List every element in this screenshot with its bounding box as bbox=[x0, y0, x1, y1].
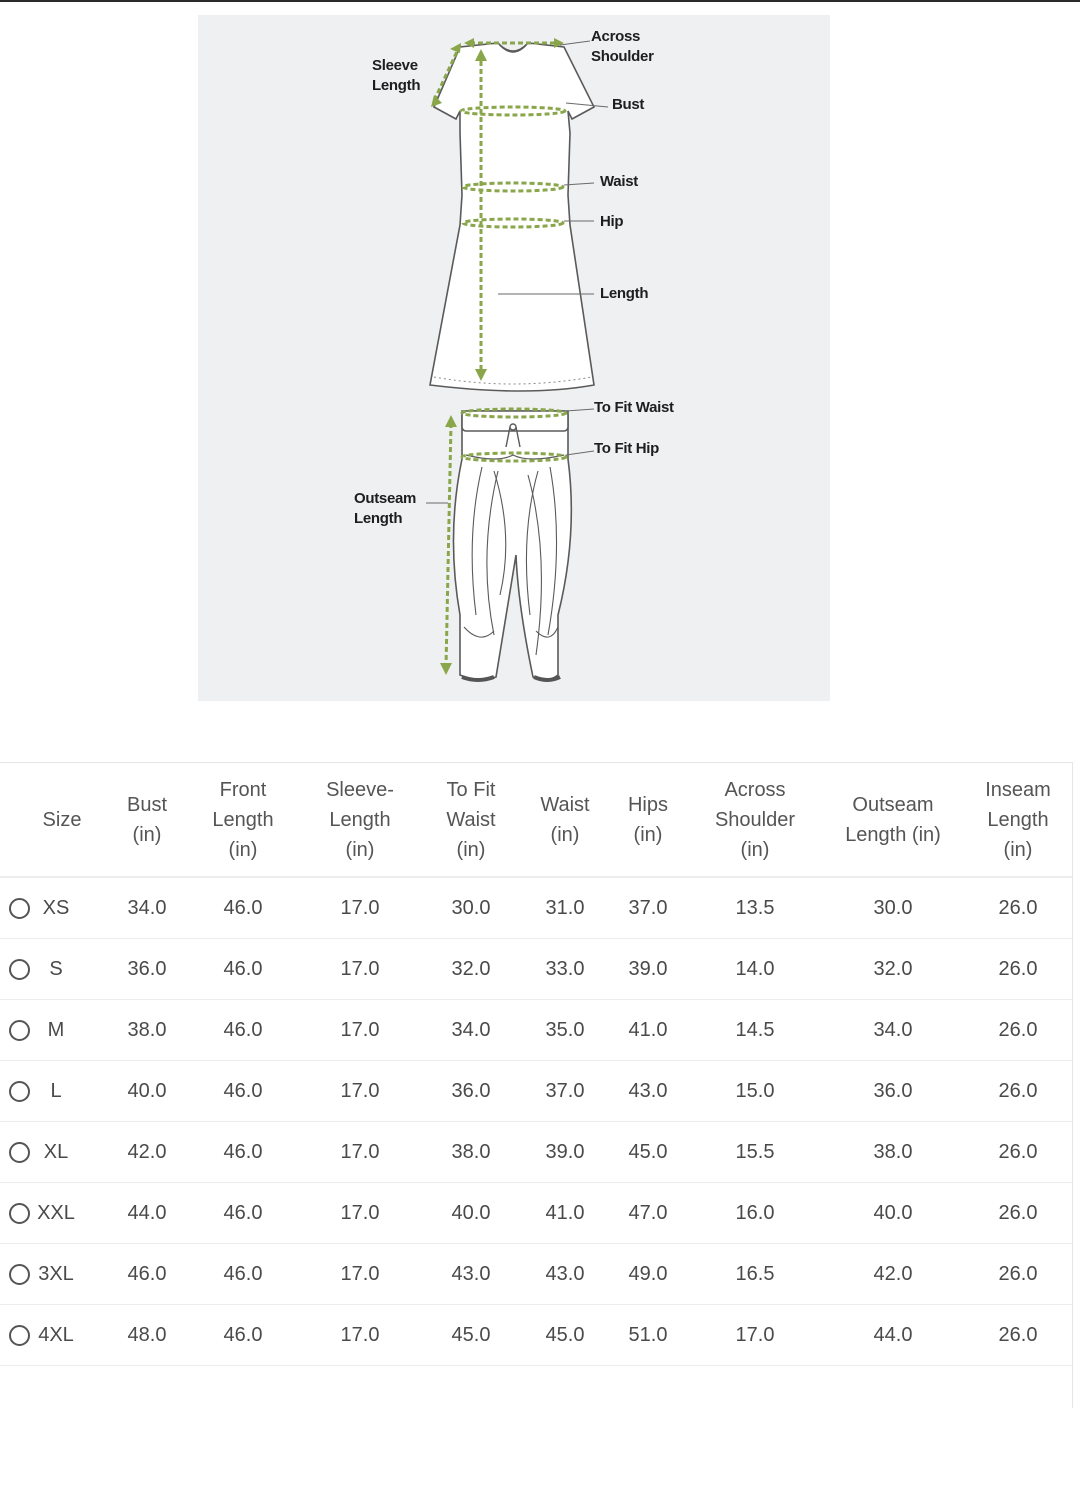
size-label: 3XL bbox=[38, 1262, 74, 1285]
measurement-cell: 34.0 bbox=[822, 1000, 964, 1061]
measurement-cell: 39.0 bbox=[608, 939, 688, 1000]
measurement-cell: 26.0 bbox=[964, 877, 1072, 939]
measurement-cell: 34.0 bbox=[108, 877, 186, 939]
table-row[interactable] bbox=[0, 1122, 1072, 1183]
size-label: XS bbox=[42, 896, 70, 919]
size-radio-button[interactable] bbox=[9, 1264, 30, 1285]
column-header bbox=[822, 763, 964, 877]
measurement-cell: 26.0 bbox=[964, 1244, 1072, 1305]
size-label: M bbox=[47, 1018, 65, 1041]
label-hip: Hip bbox=[600, 213, 624, 230]
size-cell[interactable] bbox=[0, 1122, 108, 1183]
measurement-cell: 30.0 bbox=[420, 877, 522, 939]
measurement-cell: 41.0 bbox=[608, 1000, 688, 1061]
measurement-cell: 30.0 bbox=[822, 877, 964, 939]
measurement-cell: 26.0 bbox=[964, 1122, 1072, 1183]
measurement-cell: 41.0 bbox=[522, 1183, 608, 1244]
measurement-cell: 38.0 bbox=[108, 1000, 186, 1061]
measurement-cell: 46.0 bbox=[186, 1244, 300, 1305]
top-divider bbox=[0, 0, 1080, 2]
measurement-cell: 34.0 bbox=[420, 1000, 522, 1061]
column-header-line: Size bbox=[42, 808, 82, 831]
measurement-cell: 42.0 bbox=[822, 1244, 964, 1305]
column-header-line: Front bbox=[219, 778, 267, 801]
label-bust: Bust bbox=[612, 96, 645, 113]
measurement-cell: 45.0 bbox=[522, 1305, 608, 1366]
measurement-cell: 46.0 bbox=[186, 1305, 300, 1366]
column-header bbox=[522, 763, 608, 877]
column-header-line: (in) bbox=[132, 823, 162, 846]
size-label: XL bbox=[43, 1140, 69, 1163]
measurement-cell: 43.0 bbox=[522, 1244, 608, 1305]
measurement-cell: 16.5 bbox=[688, 1244, 822, 1305]
measurement-cell: 49.0 bbox=[608, 1244, 688, 1305]
table-row[interactable] bbox=[0, 1244, 1072, 1305]
garment-illustration bbox=[198, 15, 830, 701]
measurement-cell: 17.0 bbox=[300, 1305, 420, 1366]
column-header-line: Outseam bbox=[852, 793, 934, 816]
column-header-line: (in) bbox=[1003, 838, 1033, 861]
column-header bbox=[108, 763, 186, 877]
measurement-cell: 44.0 bbox=[108, 1183, 186, 1244]
table-row[interactable] bbox=[0, 877, 1072, 939]
size-radio-button[interactable] bbox=[9, 1325, 30, 1346]
column-header bbox=[964, 763, 1072, 877]
measurement-cell: 31.0 bbox=[522, 877, 608, 939]
measurement-cell: 48.0 bbox=[108, 1305, 186, 1366]
size-radio-button[interactable] bbox=[9, 1203, 30, 1224]
table-row[interactable] bbox=[0, 1305, 1072, 1366]
table-row[interactable] bbox=[0, 1183, 1072, 1244]
size-label: S bbox=[49, 957, 63, 980]
measurement-cell: 36.0 bbox=[822, 1061, 964, 1122]
measurement-cell: 17.0 bbox=[300, 1183, 420, 1244]
column-header-line: Length bbox=[212, 808, 274, 831]
size-cell[interactable] bbox=[0, 1183, 108, 1244]
measurement-cell: 17.0 bbox=[300, 1000, 420, 1061]
measurement-cell: 46.0 bbox=[186, 939, 300, 1000]
measurement-cell: 13.5 bbox=[688, 877, 822, 939]
size-cell[interactable] bbox=[0, 877, 108, 939]
measurement-cell: 45.0 bbox=[420, 1305, 522, 1366]
kurta-outline-icon bbox=[430, 43, 594, 391]
label-waist: Waist bbox=[600, 173, 638, 190]
measurement-cell: 32.0 bbox=[420, 939, 522, 1000]
size-radio-button[interactable] bbox=[9, 898, 30, 919]
measurement-cell: 17.0 bbox=[300, 1061, 420, 1122]
size-cell[interactable] bbox=[0, 1244, 108, 1305]
measurement-cell: 46.0 bbox=[186, 877, 300, 939]
measurement-cell: 17.0 bbox=[300, 939, 420, 1000]
size-chart-table bbox=[0, 763, 1072, 1366]
column-header-line: Bust bbox=[126, 793, 168, 816]
measurement-cell: 40.0 bbox=[108, 1061, 186, 1122]
measurement-cell: 15.5 bbox=[688, 1122, 822, 1183]
size-radio-button[interactable] bbox=[9, 959, 30, 980]
measurement-cell: 46.0 bbox=[186, 1000, 300, 1061]
size-cell[interactable] bbox=[0, 1305, 108, 1366]
measurement-cell: 37.0 bbox=[522, 1061, 608, 1122]
measurement-cell: 38.0 bbox=[822, 1122, 964, 1183]
measurement-cell: 39.0 bbox=[522, 1122, 608, 1183]
column-header-line: Hips bbox=[627, 793, 668, 816]
measurement-cell: 36.0 bbox=[420, 1061, 522, 1122]
column-header bbox=[186, 763, 300, 877]
measurement-cell: 26.0 bbox=[964, 939, 1072, 1000]
measurement-cell: 43.0 bbox=[608, 1061, 688, 1122]
measurement-cell: 14.0 bbox=[688, 939, 822, 1000]
column-header-line: (in) bbox=[550, 823, 580, 846]
size-label: 4XL bbox=[38, 1323, 74, 1346]
size-radio-button[interactable] bbox=[9, 1142, 30, 1163]
column-header bbox=[300, 763, 420, 877]
column-header-line: (in) bbox=[633, 823, 663, 846]
measurement-cell: 40.0 bbox=[822, 1183, 964, 1244]
measurement-cell: 35.0 bbox=[522, 1000, 608, 1061]
measurement-cell: 36.0 bbox=[108, 939, 186, 1000]
label-length: Length bbox=[600, 285, 649, 302]
measurement-cell: 17.0 bbox=[300, 1244, 420, 1305]
measurement-cell: 32.0 bbox=[822, 939, 964, 1000]
measurement-cell: 26.0 bbox=[964, 1305, 1072, 1366]
measurement-cell: 17.0 bbox=[300, 1122, 420, 1183]
size-label: L bbox=[50, 1079, 62, 1102]
size-radio-button[interactable] bbox=[9, 1020, 30, 1041]
size-label: XXL bbox=[37, 1201, 75, 1224]
column-header bbox=[688, 763, 822, 877]
measurement-cell: 14.5 bbox=[688, 1000, 822, 1061]
column-header-line: Sleeve- bbox=[326, 778, 394, 801]
size-cell[interactable] bbox=[0, 1061, 108, 1122]
measurement-cell: 15.0 bbox=[688, 1061, 822, 1122]
measurement-cell: 46.0 bbox=[108, 1244, 186, 1305]
column-header-line: To Fit bbox=[446, 778, 496, 801]
column-header bbox=[608, 763, 688, 877]
label-to-fit-hip: To Fit Hip bbox=[594, 440, 660, 457]
column-header bbox=[420, 763, 522, 877]
measurement-cell: 46.0 bbox=[186, 1061, 300, 1122]
size-cell[interactable] bbox=[0, 1000, 108, 1061]
measurement-cell: 46.0 bbox=[186, 1183, 300, 1244]
column-header-line: Waist bbox=[540, 793, 590, 816]
table-row[interactable] bbox=[0, 1061, 1072, 1122]
measurement-cell: 43.0 bbox=[420, 1244, 522, 1305]
measurement-cell: 51.0 bbox=[608, 1305, 688, 1366]
column-header-line: Waist bbox=[446, 808, 496, 831]
column-header-line: (in) bbox=[345, 838, 375, 861]
label-outseam-length: Outseam Length bbox=[354, 490, 417, 527]
size-radio-button[interactable] bbox=[9, 1081, 30, 1102]
label-sleeve-length: Sleeve Length bbox=[372, 57, 421, 94]
measurement-cell: 17.0 bbox=[688, 1305, 822, 1366]
column-header bbox=[0, 763, 108, 877]
measurement-cell: 44.0 bbox=[822, 1305, 964, 1366]
column-header-line: Shoulder bbox=[714, 808, 796, 831]
table-row[interactable] bbox=[0, 939, 1072, 1000]
measurement-cell: 42.0 bbox=[108, 1122, 186, 1183]
measurement-cell: 40.0 bbox=[420, 1183, 522, 1244]
size-cell[interactable] bbox=[0, 939, 108, 1000]
table-header-row bbox=[0, 763, 1072, 877]
measurement-cell: 16.0 bbox=[688, 1183, 822, 1244]
measurement-cell: 26.0 bbox=[964, 1061, 1072, 1122]
measurement-cell: 38.0 bbox=[420, 1122, 522, 1183]
column-header-line: (in) bbox=[228, 838, 258, 861]
label-to-fit-waist: To Fit Waist bbox=[594, 399, 674, 416]
column-header-line: (in) bbox=[456, 838, 486, 861]
measurement-cell: 17.0 bbox=[300, 877, 420, 939]
table-row[interactable] bbox=[0, 1000, 1072, 1061]
column-header-line: Length bbox=[987, 808, 1049, 831]
measurement-cell: 26.0 bbox=[964, 1183, 1072, 1244]
measurement-cell: 26.0 bbox=[964, 1000, 1072, 1061]
column-header-line: Length bbox=[329, 808, 391, 831]
size-chart-table-container bbox=[0, 762, 1073, 1408]
measurement-cell: 47.0 bbox=[608, 1183, 688, 1244]
size-guide-diagram bbox=[198, 15, 830, 701]
column-header-line: Inseam bbox=[985, 778, 1051, 801]
measurement-cell: 33.0 bbox=[522, 939, 608, 1000]
label-across-shoulder: Across Shoulder bbox=[591, 28, 654, 65]
measurement-cell: 45.0 bbox=[608, 1122, 688, 1183]
column-header-line: (in) bbox=[740, 838, 770, 861]
measurement-cell: 37.0 bbox=[608, 877, 688, 939]
measurement-cell: 46.0 bbox=[186, 1122, 300, 1183]
column-header-line: Length (in) bbox=[845, 823, 941, 846]
column-header-line: Across bbox=[724, 778, 786, 801]
